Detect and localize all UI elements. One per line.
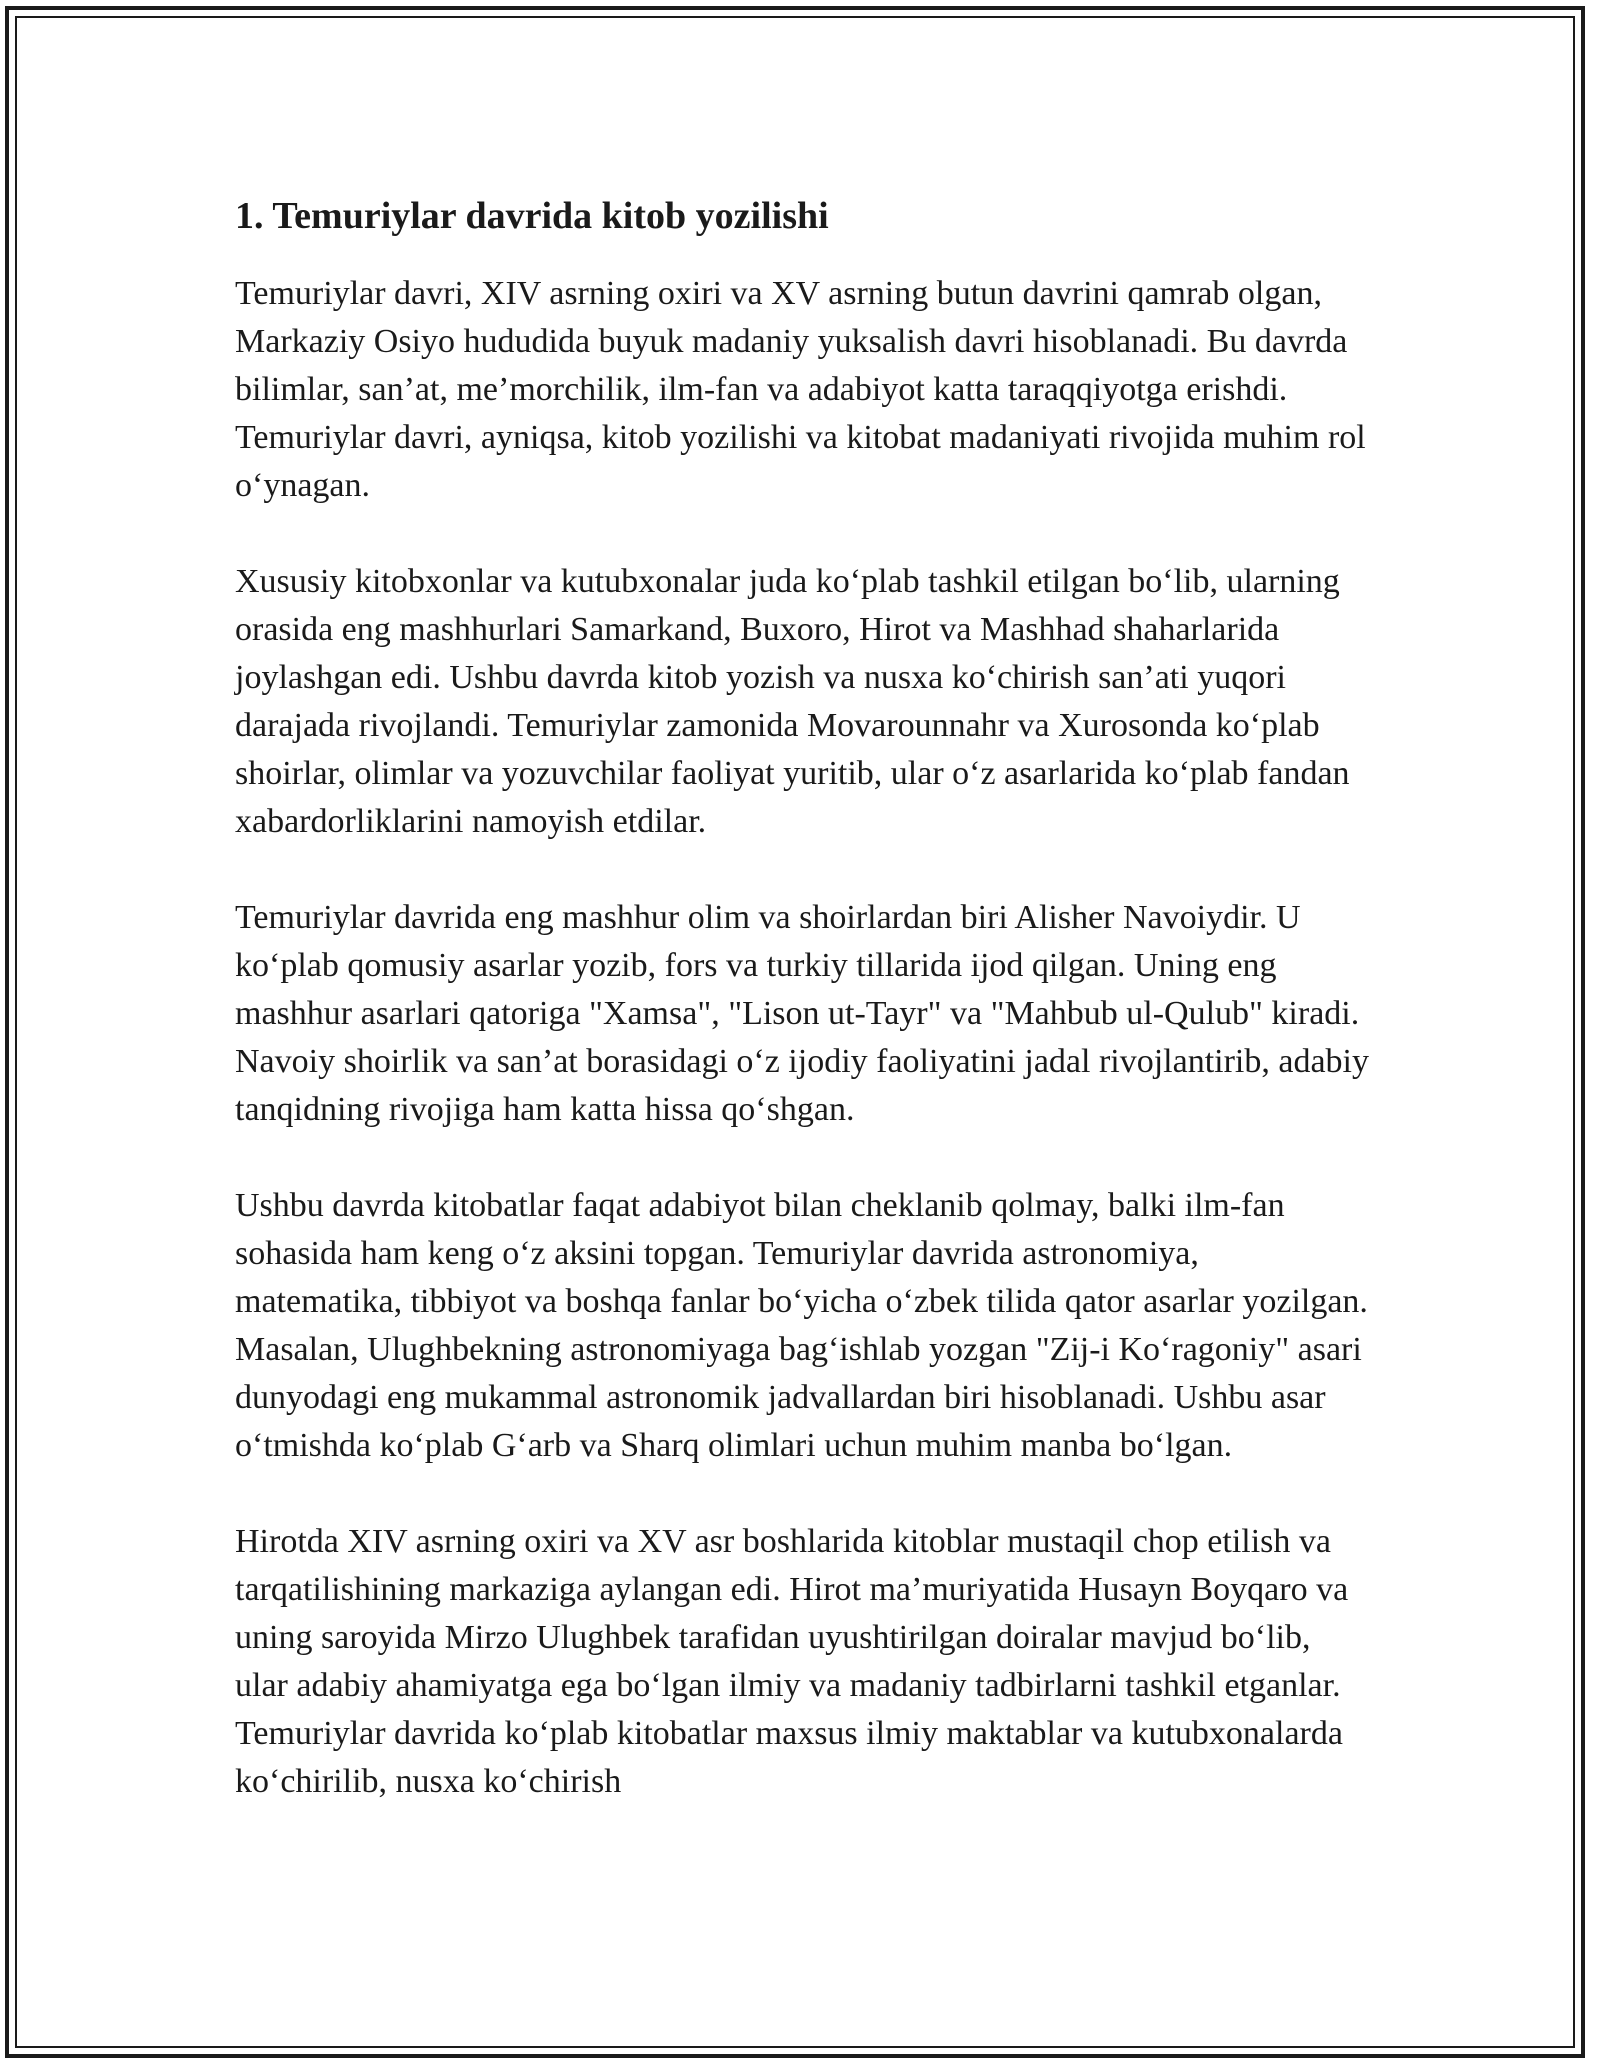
paragraph-libraries: Xususiy kitobxonlar va kutubxonalar juda ko‘plab tashkil etilgan bo‘lib, ularning orasida eng mashhurlari Samarkand, Buxoro, Hirot va Mashhad shaharlarida joylashgan edi. Ushbu davrda kitob yozish va nusxa ko‘chirish san’ati yuqori darajada rivojlandi. Temuriylar zamonida Movarounnahr va Xurosonda ko‘plab shoirlar, olimlar va yozuvchilar faoliyat yuritib, ular o‘z asarlarida ko‘plab fandan xabardorliklarini namoyish etdilar. (235, 563, 1350, 840)
paragraph-hirot: Hirotda XIV asrning oxiri va XV asr boshlarida kitoblar mustaqil chop etilish va tarqatilishining markaziga aylangan edi. Hirot ma’muriyatida Husayn Boyqaro va uning saroyida Mirzo Ulughbek tarafidan uyushtirilgan doiralar mavjud bo‘lib, ular adabiy ahamiyatga ega bo‘lgan ilmiy va madaniy tadbirlarni tashkil etganlar. Temuriylar davrida ko‘plab kitobatlar maxsus ilmiy maktablar va kutubxonalarda ko‘chirilib, nusxa ko‘chirish (235, 1523, 1349, 1800)
paragraph-science: Ushbu davrda kitobatlar faqat adabiyot bilan cheklanib qolmay, balki ilm-fan sohasida ham keng o‘z aksini topgan. Temuriylar davrida astronomiya, matematika, tibbiyot va boshqa fanlar bo‘yicha o‘zbek tilida qator asarlar yozilgan. Masalan, Ulughbekning astronomiyaga bag‘ishlab yozgan "Zij-i Ko‘ragoniy" asari dunyodagi eng mukammal astronomik jadvallardan biri hisoblanadi. Ushbu asar o‘tmishda ko‘plab G‘arb va Sharq olimlari uchun muhim manba bo‘lgan. (235, 1187, 1368, 1464)
paragraph-navoiy: Temuriylar davrida eng mashhur olim va shoirlardan biri Alisher Navoiydir. U ko‘plab qomusiy asarlar yozib, fors va turkiy tillarida ijod qilgan. Uning eng mashhur asarlari qatoriga "Xamsa", "Lison ut-Tayr" va "Mahbub ul-Qulub" kiradi. Navoiy shoirlik va san’at borasidagi o‘z ijodiy faoliyatini jadal rivojlantirib, adabiy tanqidning rivojiga ham katta hissa qo‘shgan. (235, 899, 1369, 1128)
section-heading: 1. Temuriylar davrida kitob yozilishi (235, 195, 829, 237)
document-body (235, 186, 1370, 1806)
paragraph-intro: Temuriylar davri, XIV asrning oxiri va XV asrning butun davrini qamrab olgan, Markaziy Osiyo hududida buyuk madaniy yuksalish davri hisoblanadi. Bu davrda bilimlar, san’at, me’morchilik, ilm-fan va adabiyot katta taraqqiyotga erishdi. Temuriylar davri, ayniqsa, kitob yozilishi va kitobat madaniyati rivojida muhim rol o‘ynagan. (235, 275, 1366, 504)
